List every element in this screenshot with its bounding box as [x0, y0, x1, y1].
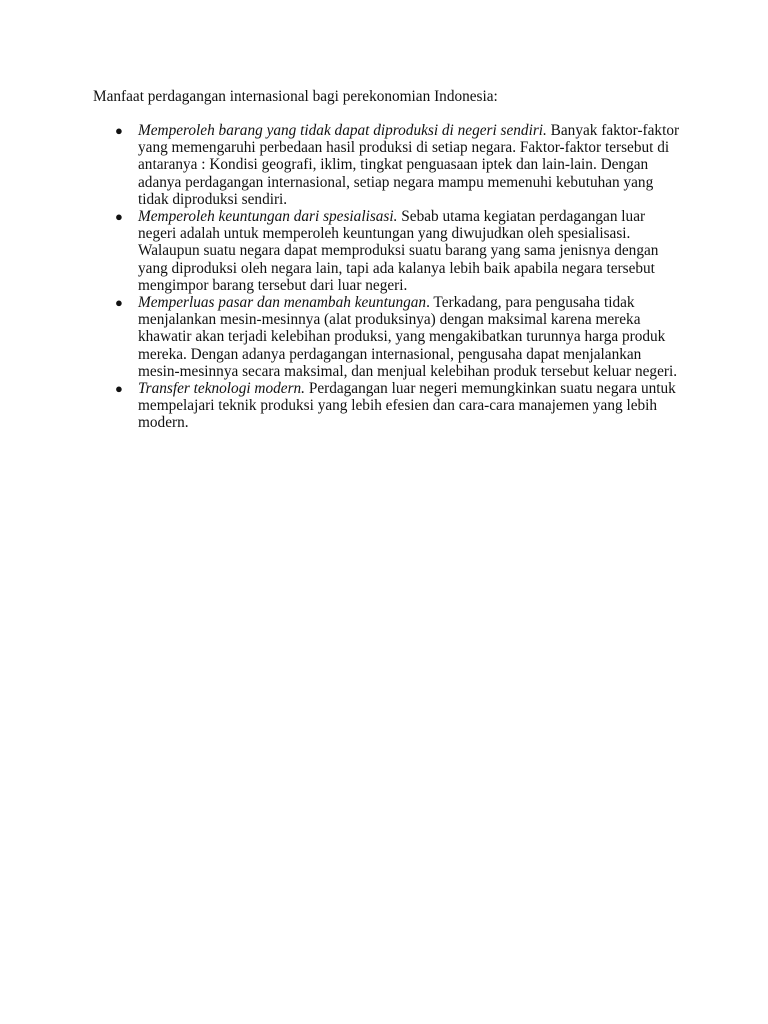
document-heading: Manfaat perdagangan internasional bagi perekonomian Indonesia: [93, 88, 498, 105]
list-item [115, 208, 683, 294]
list-item [115, 294, 683, 380]
bullet-icon: ● [115, 295, 123, 311]
bullet-icon: ● [115, 381, 123, 397]
bullet-icon: ● [115, 123, 123, 138]
benefits-list [115, 122, 683, 432]
item-lead: Memperoleh barang yang tidak dapat diproduksi di negeri sendiri. [138, 122, 547, 139]
item-body: . Terkadang, para pengusaha tidak menjalankan mesin-mesinnya (alat produksinya) dengan maksimal karena mereka khawatir akan terjadi kelebihan produksi, yang mengakibatkan turunnya harga produk mereka. Dengan adanya perdagangan internasional, pengusaha dapat menjalankan mesin-mesinnya secara maksimal, dan menjual kelebihan produk tersebut keluar negeri. [138, 294, 678, 380]
list-item [115, 122, 683, 208]
item-body: Sebab utama kegiatan perdagangan luar negeri adalah untuk memperoleh keuntungan yang diwujudkan oleh spesialisasi. Walaupun suatu negara dapat memproduksi suatu barang yang sama jenisnya dengan yang diproduksi oleh negara lain, tapi ada kalanya lebih baik apabila negara tersebut mengimpor barang tersebut dari luar negeri. [138, 208, 659, 294]
item-body: Perdagangan luar negeri memungkinkan suatu negara untuk mempelajari teknik produksi yang lebih efesien dan cara-cara manajemen yang lebih modern. [138, 380, 676, 432]
bullet-icon: ● [115, 209, 123, 225]
item-lead: Memperoleh keuntungan dari spesialisasi. [138, 208, 398, 226]
item-lead: Memperluas pasar dan menambah keuntungan [138, 294, 427, 312]
item-body: Banyak faktor-faktor yang memengaruhi perbedaan hasil produksi di setiap negara. Faktor-faktor tersebut di antaranya : Kondisi geografi, iklim, tingkat penguasaan iptek dan lain-lain. Dengan adanya perdagangan internasional, setiap negara mampu memenuhi kebutuhan yang tidak diproduksi sendiri. [138, 122, 680, 208]
list-item [115, 380, 683, 432]
item-lead: Transfer teknologi modern. [138, 380, 305, 398]
